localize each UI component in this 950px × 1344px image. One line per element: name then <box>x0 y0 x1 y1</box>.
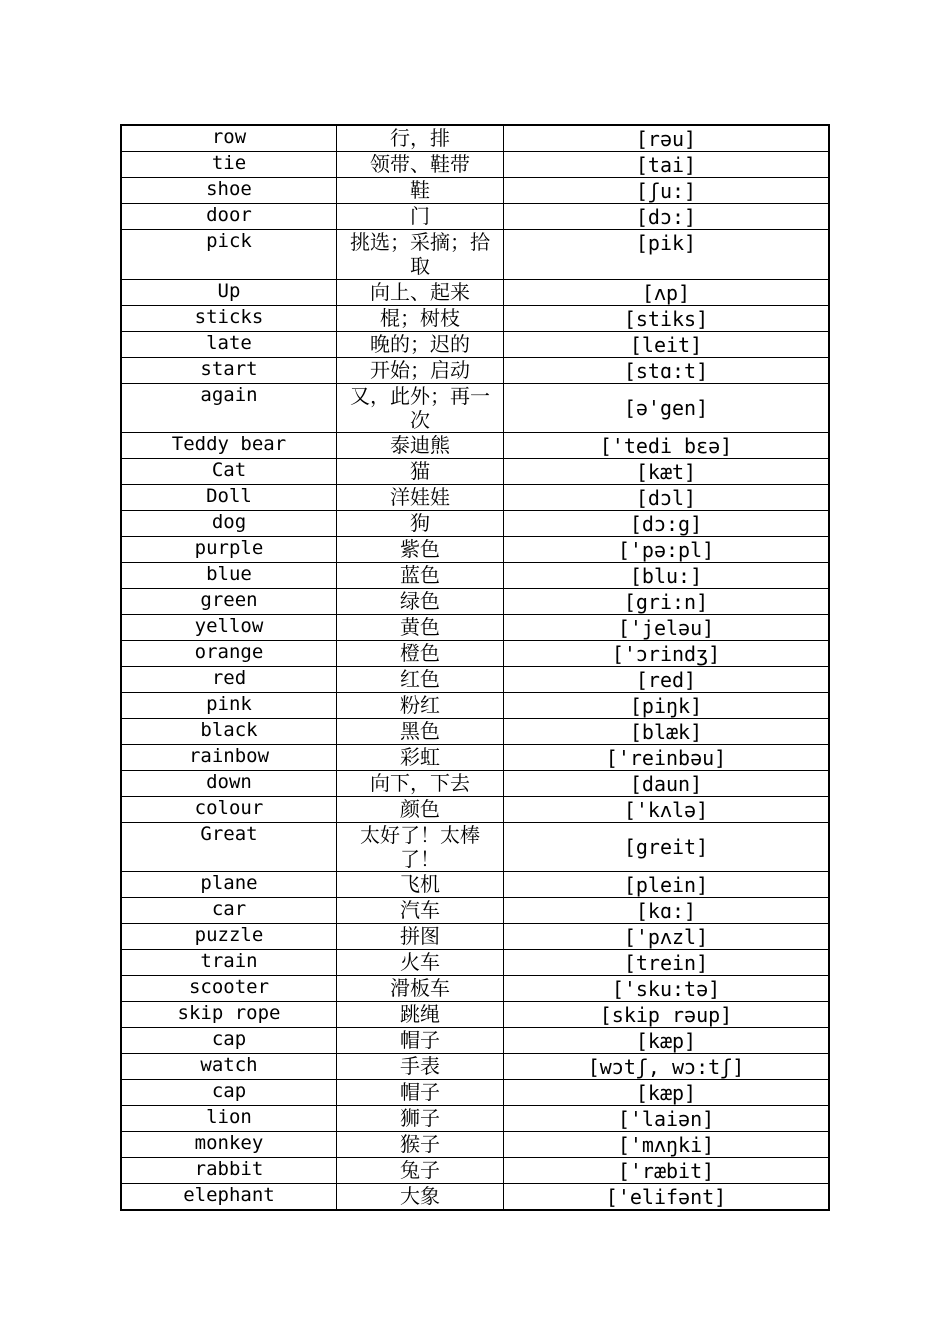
chinese-meaning-cell: 泰迪熊 <box>337 433 504 459</box>
chinese-meaning-cell: 洋娃娃 <box>337 485 504 511</box>
chinese-meaning-cell: 大象 <box>337 1184 504 1211</box>
english-word-cell: orange <box>121 641 337 667</box>
english-word-cell: lion <box>121 1106 337 1132</box>
phonetic-cell: [trein] <box>504 950 830 976</box>
phonetic-cell: [pik] <box>504 230 830 280</box>
phonetic-cell: ['pʌzl] <box>504 924 830 950</box>
english-word-cell: tie <box>121 152 337 178</box>
table-row <box>121 1054 829 1080</box>
english-word-cell: shoe <box>121 178 337 204</box>
chinese-meaning-cell: 汽车 <box>337 898 504 924</box>
table-row <box>121 204 829 230</box>
table-row <box>121 332 829 358</box>
english-word-cell: pick <box>121 230 337 280</box>
table-row <box>121 1132 829 1158</box>
phonetic-cell: [red] <box>504 667 830 693</box>
chinese-meaning-cell: 太好了！太棒了！ <box>337 823 504 872</box>
english-word-cell: plane <box>121 872 337 898</box>
chinese-meaning-cell: 挑选；采摘；拾取 <box>337 230 504 280</box>
table-row <box>121 511 829 537</box>
table-row <box>121 1106 829 1132</box>
chinese-meaning-cell: 绿色 <box>337 589 504 615</box>
english-word-cell: yellow <box>121 615 337 641</box>
phonetic-cell: [kæp] <box>504 1028 830 1054</box>
table-row <box>121 823 829 872</box>
english-word-cell: scooter <box>121 976 337 1002</box>
chinese-meaning-cell: 彩虹 <box>337 745 504 771</box>
chinese-meaning-cell: 狮子 <box>337 1106 504 1132</box>
english-word-cell: skip rope <box>121 1002 337 1028</box>
chinese-meaning-cell: 又，此外；再一次 <box>337 384 504 433</box>
chinese-meaning-cell: 棍；树枝 <box>337 306 504 332</box>
english-word-cell: again <box>121 384 337 433</box>
table-row <box>121 1028 829 1054</box>
table-row <box>121 306 829 332</box>
vocabulary-table <box>120 124 830 1211</box>
phonetic-cell: ['mʌŋki] <box>504 1132 830 1158</box>
english-word-cell: train <box>121 950 337 976</box>
english-word-cell: black <box>121 719 337 745</box>
table-row <box>121 485 829 511</box>
phonetic-cell: ['jeləu] <box>504 615 830 641</box>
english-word-cell: cap <box>121 1080 337 1106</box>
phonetic-cell: ['sku:tə] <box>504 976 830 1002</box>
chinese-meaning-cell: 领带、鞋带 <box>337 152 504 178</box>
phonetic-cell: [blu:] <box>504 563 830 589</box>
phonetic-cell: ['pə:pl] <box>504 537 830 563</box>
table-row <box>121 563 829 589</box>
english-word-cell: colour <box>121 797 337 823</box>
english-word-cell: late <box>121 332 337 358</box>
table-row <box>121 589 829 615</box>
phonetic-cell: [dɔl] <box>504 485 830 511</box>
english-word-cell: door <box>121 204 337 230</box>
english-word-cell: Great <box>121 823 337 872</box>
english-word-cell: cap <box>121 1028 337 1054</box>
chinese-meaning-cell: 橙色 <box>337 641 504 667</box>
english-word-cell: sticks <box>121 306 337 332</box>
english-word-cell: pink <box>121 693 337 719</box>
phonetic-cell: [ʃu:] <box>504 178 830 204</box>
phonetic-cell: [stiks] <box>504 306 830 332</box>
table-row <box>121 459 829 485</box>
phonetic-cell: [plein] <box>504 872 830 898</box>
chinese-meaning-cell: 猴子 <box>337 1132 504 1158</box>
chinese-meaning-cell: 紫色 <box>337 537 504 563</box>
table-row <box>121 125 829 152</box>
table-row <box>121 797 829 823</box>
english-word-cell: dog <box>121 511 337 537</box>
phonetic-cell: [kɑ:] <box>504 898 830 924</box>
chinese-meaning-cell: 手表 <box>337 1054 504 1080</box>
table-row <box>121 1002 829 1028</box>
english-word-cell: blue <box>121 563 337 589</box>
chinese-meaning-cell: 鞋 <box>337 178 504 204</box>
phonetic-cell: [blæk] <box>504 719 830 745</box>
phonetic-cell: [piŋk] <box>504 693 830 719</box>
phonetic-cell: [daun] <box>504 771 830 797</box>
chinese-meaning-cell: 帽子 <box>337 1028 504 1054</box>
phonetic-cell: [greit] <box>504 823 830 872</box>
table-row <box>121 1080 829 1106</box>
table-row <box>121 1158 829 1184</box>
english-word-cell: car <box>121 898 337 924</box>
table-row <box>121 976 829 1002</box>
phonetic-cell: [skip rəup] <box>504 1002 830 1028</box>
chinese-meaning-cell: 晚的；迟的 <box>337 332 504 358</box>
table-row <box>121 230 829 280</box>
table-row <box>121 537 829 563</box>
phonetic-cell: ['tedi bεə] <box>504 433 830 459</box>
english-word-cell: purple <box>121 537 337 563</box>
chinese-meaning-cell: 滑板车 <box>337 976 504 1002</box>
english-word-cell: green <box>121 589 337 615</box>
chinese-meaning-cell: 粉红 <box>337 693 504 719</box>
english-word-cell: rabbit <box>121 1158 337 1184</box>
phonetic-cell: [ʌp] <box>504 280 830 306</box>
phonetic-cell: ['elifənt] <box>504 1184 830 1211</box>
table-row <box>121 615 829 641</box>
table-row <box>121 898 829 924</box>
english-word-cell: row <box>121 125 337 152</box>
phonetic-cell: ['ɔrindʒ] <box>504 641 830 667</box>
english-word-cell: Up <box>121 280 337 306</box>
table-row <box>121 152 829 178</box>
chinese-meaning-cell: 行，排 <box>337 125 504 152</box>
phonetic-cell: [wɔtʃ, wɔ:tʃ] <box>504 1054 830 1080</box>
english-word-cell: watch <box>121 1054 337 1080</box>
table-row <box>121 1184 829 1211</box>
chinese-meaning-cell: 猫 <box>337 459 504 485</box>
table-row <box>121 667 829 693</box>
chinese-meaning-cell: 黄色 <box>337 615 504 641</box>
english-word-cell: Teddy bear <box>121 433 337 459</box>
chinese-meaning-cell: 黑色 <box>337 719 504 745</box>
table-row <box>121 384 829 433</box>
chinese-meaning-cell: 红色 <box>337 667 504 693</box>
phonetic-cell: [dɔ:] <box>504 204 830 230</box>
phonetic-cell: [tai] <box>504 152 830 178</box>
phonetic-cell: [dɔ:g] <box>504 511 830 537</box>
english-word-cell: down <box>121 771 337 797</box>
english-word-cell: monkey <box>121 1132 337 1158</box>
table-row <box>121 693 829 719</box>
table-row <box>121 924 829 950</box>
chinese-meaning-cell: 开始；启动 <box>337 358 504 384</box>
table-row <box>121 771 829 797</box>
chinese-meaning-cell: 向下，下去 <box>337 771 504 797</box>
english-word-cell: red <box>121 667 337 693</box>
chinese-meaning-cell: 帽子 <box>337 1080 504 1106</box>
chinese-meaning-cell: 兔子 <box>337 1158 504 1184</box>
phonetic-cell: [gri:n] <box>504 589 830 615</box>
phonetic-cell: ['ræbit] <box>504 1158 830 1184</box>
table-row <box>121 950 829 976</box>
phonetic-cell: [ə'gen] <box>504 384 830 433</box>
english-word-cell: start <box>121 358 337 384</box>
table-row <box>121 872 829 898</box>
chinese-meaning-cell: 火车 <box>337 950 504 976</box>
english-word-cell: puzzle <box>121 924 337 950</box>
english-word-cell: rainbow <box>121 745 337 771</box>
chinese-meaning-cell: 颜色 <box>337 797 504 823</box>
table-row <box>121 280 829 306</box>
english-word-cell: elephant <box>121 1184 337 1211</box>
phonetic-cell: [rəu] <box>504 125 830 152</box>
table-row <box>121 178 829 204</box>
english-word-cell: Doll <box>121 485 337 511</box>
chinese-meaning-cell: 狗 <box>337 511 504 537</box>
chinese-meaning-cell: 蓝色 <box>337 563 504 589</box>
phonetic-cell: [kæp] <box>504 1080 830 1106</box>
table-row <box>121 719 829 745</box>
chinese-meaning-cell: 飞机 <box>337 872 504 898</box>
table-row <box>121 358 829 384</box>
chinese-meaning-cell: 向上、起来 <box>337 280 504 306</box>
chinese-meaning-cell: 拼图 <box>337 924 504 950</box>
vocabulary-table-body <box>121 125 829 1210</box>
phonetic-cell: ['kʌlə] <box>504 797 830 823</box>
phonetic-cell: ['laiən] <box>504 1106 830 1132</box>
chinese-meaning-cell: 门 <box>337 204 504 230</box>
phonetic-cell: [kæt] <box>504 459 830 485</box>
table-row <box>121 433 829 459</box>
phonetic-cell: [leit] <box>504 332 830 358</box>
table-row <box>121 745 829 771</box>
table-row <box>121 641 829 667</box>
chinese-meaning-cell: 跳绳 <box>337 1002 504 1028</box>
phonetic-cell: ['reinbəu] <box>504 745 830 771</box>
phonetic-cell: [stɑ:t] <box>504 358 830 384</box>
english-word-cell: Cat <box>121 459 337 485</box>
